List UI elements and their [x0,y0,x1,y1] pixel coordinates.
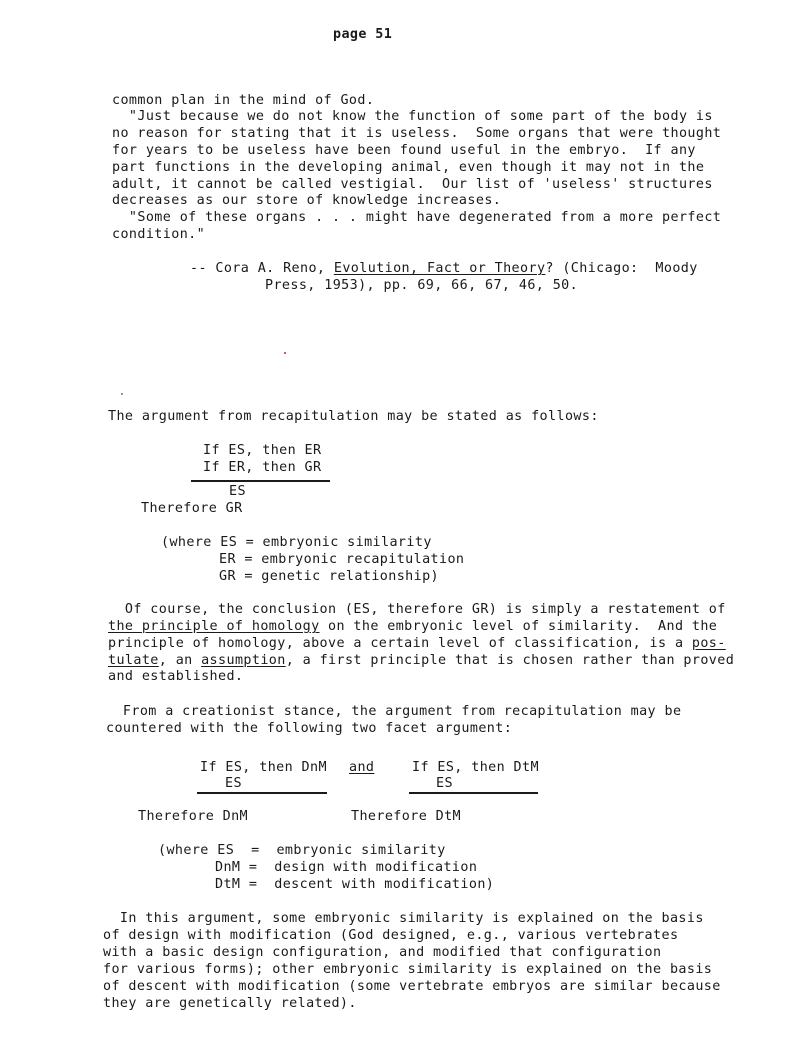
para1-line [108,636,726,653]
underlined-term: assumption [201,653,286,668]
syllogism-rule [409,792,538,794]
citation-line-2: Press, 1953), pp. 69, 66, 67, 46, 50. [265,278,579,293]
stray-mark [121,393,123,395]
syllogism-rule [197,792,327,794]
counter-right-conclusion: Therefore DtM [351,809,462,824]
counter-definition: DtM = descent with modification) [215,877,495,892]
stray-mark [284,352,286,354]
citation-line-1 [190,261,698,278]
counter-definition: (where ES = embryonic similarity [158,843,446,858]
recap-definition: (where ES = embryonic similarity [161,535,432,550]
recap-premise-3: ES [229,484,246,499]
quote-line: for years to be useless have been found useful in the embryo. If any [112,143,696,158]
recap-premise-2: If ER, then GR [203,460,322,475]
para1-line [108,619,717,636]
quote-line: "Just because we do not know the function of some part of the body is [112,109,713,124]
counter-left-conclusion: Therefore DnM [138,809,249,824]
underlined-term: the principle of homology [108,619,320,634]
para2-line: From a creationist stance, the argument from recapitulation may be [106,704,682,719]
counter-right-minor: ES [436,776,453,791]
recap-premise-1: If ES, then ER [203,443,322,458]
syllogism-rule [191,480,330,482]
counter-left-premise: If ES, then DnM [200,760,327,775]
recap-definition: ER = embryonic recapitulation [219,552,465,567]
para3-line: for various forms); other embryonic similarity is explained on the basis [103,962,713,977]
quote-line: condition." [112,227,206,242]
para1-line: Of course, the conclusion (ES, therefore GR) is simply a restatement of [108,602,726,617]
para1-text: on the embryonic level of similarity. And the [319,619,718,634]
page-number: page 51 [333,27,393,42]
para3-line: of design with modification (God designed, e.g., various vertebrates [103,928,679,943]
counter-and: and [349,760,375,775]
recap-conclusion: Therefore GR [141,501,243,516]
recap-definition: GR = genetic relationship) [219,569,440,584]
quote-line: adult, it cannot be called vestigial. Our list of 'useless' structures [112,177,713,192]
quote-line: no reason for stating that it is useless. Some organs that were thought [112,126,722,141]
underlined-term: pos- [691,636,726,651]
recap-intro: The argument from recapitulation may be stated as follows: [108,409,599,424]
para1-line [108,653,734,670]
quote-line: part functions in the developing animal, even though it may not in the [112,160,705,175]
counter-right-premise: If ES, then DtM [412,760,539,775]
underlined-term: tulate [108,653,159,668]
counter-definition: DnM = design with modification [215,860,478,875]
para3-line: with a basic design configuration, and modified that configuration [103,945,662,960]
para1-text: , a first principle that is chosen rather than proved [285,653,735,668]
counter-left-minor: ES [225,776,242,791]
para3-line: they are genetically related). [103,996,357,1011]
para1-text: principle of homology, above a certain level of classification, is a [108,636,692,651]
para3-line: In this argument, some embryonic similarity is explained on the basis [103,911,704,926]
para1-text: , an [158,653,202,668]
citation-author: -- Cora A. Reno, [190,261,334,276]
para1-line: and established. [108,669,244,684]
para3-line: of descent with modification (some vertebrate embryos are similar because [103,979,721,994]
quote-line: common plan in the mind of God. [112,93,375,108]
para2-line: countered with the following two facet argument: [106,721,513,736]
citation-publisher: ? (Chicago: Moody [545,261,698,276]
quote-line: decreases as our store of knowledge increases. [112,193,502,208]
citation-book-title: Evolution, Fact or Theory [333,261,546,276]
quote-line: "Some of these organs . . . might have degenerated from a more perfect [112,210,722,225]
